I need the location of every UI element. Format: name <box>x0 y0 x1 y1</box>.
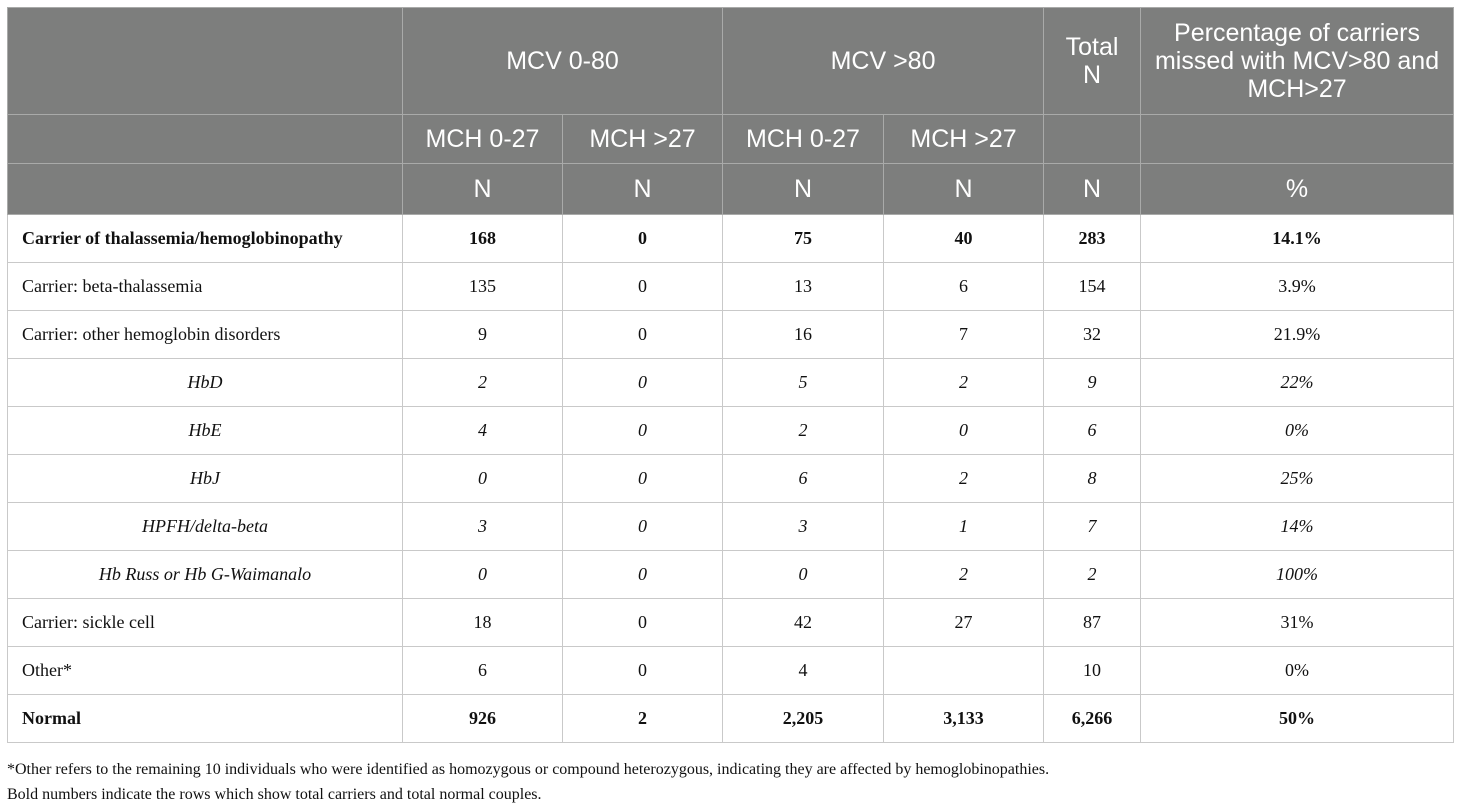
table-row <box>8 263 1454 311</box>
row-label: Other* <box>8 647 403 695</box>
table-cell: 3,133 <box>884 695 1044 743</box>
header-mcv-high: MCV >80 <box>723 8 1044 115</box>
table-cell: 0 <box>884 407 1044 455</box>
table-cell: 0 <box>563 359 723 407</box>
table-cell: 100% <box>1141 551 1454 599</box>
table-cell: 2 <box>563 695 723 743</box>
table-cell: 5 <box>723 359 884 407</box>
table-cell: 18 <box>403 599 563 647</box>
row-label: Normal <box>8 695 403 743</box>
table-cell: 22% <box>1141 359 1454 407</box>
table-cell: 50% <box>1141 695 1454 743</box>
header-mch-high-1: MCH >27 <box>563 115 723 164</box>
table-row <box>8 215 1454 263</box>
table-cell: 6 <box>884 263 1044 311</box>
table-cell: 0 <box>563 551 723 599</box>
table-cell: 8 <box>1044 455 1141 503</box>
header-unit-n-4: N <box>884 164 1044 215</box>
table-cell: 0 <box>563 311 723 359</box>
table-footnotes <box>7 757 1049 807</box>
row-label: Hb Russ or Hb G-Waimanalo <box>8 551 403 599</box>
header-unit-n-1: N <box>403 164 563 215</box>
row-label: HbE <box>8 407 403 455</box>
table-cell: 0 <box>563 263 723 311</box>
row-label: Carrier: beta-thalassemia <box>8 263 403 311</box>
table-cell: 2 <box>1044 551 1141 599</box>
footnote-other: *Other refers to the remaining 10 individuals who were identified as homozygous or compound heterozygous, indicating they are affected by hemoglobinopathies. <box>7 761 1050 778</box>
header-total <box>1044 8 1141 115</box>
table-cell: 154 <box>1044 263 1141 311</box>
table-cell: 4 <box>723 647 884 695</box>
table-cell: 10 <box>1044 647 1141 695</box>
table-cell: 0 <box>563 503 723 551</box>
table-row <box>8 359 1454 407</box>
table-cell: 75 <box>723 215 884 263</box>
header-blank-pct <box>1141 115 1454 164</box>
table-cell: 0% <box>1141 407 1454 455</box>
table-cell: 0 <box>723 551 884 599</box>
table-cell: 6 <box>1044 407 1141 455</box>
table-cell: 2 <box>884 551 1044 599</box>
row-label: HPFH/delta-beta <box>8 503 403 551</box>
table-cell: 13 <box>723 263 884 311</box>
table-cell: 4 <box>403 407 563 455</box>
header-blank-total <box>1044 115 1141 164</box>
table-cell: 926 <box>403 695 563 743</box>
header-corner-3 <box>8 164 403 215</box>
header-mch-high-2: MCH >27 <box>884 115 1044 164</box>
table-row <box>8 695 1454 743</box>
table-cell: 0 <box>403 455 563 503</box>
table-cell: 0 <box>563 455 723 503</box>
table-row <box>8 551 1454 599</box>
table-cell: 3.9% <box>1141 263 1454 311</box>
row-label: Carrier: other hemoglobin disorders <box>8 311 403 359</box>
carrier-mcv-mch-table <box>7 7 1454 743</box>
row-label: HbD <box>8 359 403 407</box>
table-cell: 168 <box>403 215 563 263</box>
table-cell: 2 <box>723 407 884 455</box>
header-mch-low-1: MCH 0-27 <box>403 115 563 164</box>
table-cell: 21.9% <box>1141 311 1454 359</box>
table-cell: 7 <box>884 311 1044 359</box>
table-cell: 6 <box>403 647 563 695</box>
table-cell: 2 <box>884 359 1044 407</box>
table-cell: 3 <box>403 503 563 551</box>
header-mcv-low: MCV 0-80 <box>403 8 723 115</box>
table-cell: 9 <box>1044 359 1141 407</box>
table-row <box>8 407 1454 455</box>
table-cell: 40 <box>884 215 1044 263</box>
table-cell: 0 <box>403 551 563 599</box>
header-unit-pct: % <box>1141 164 1454 215</box>
table-cell: 42 <box>723 599 884 647</box>
table-cell <box>884 647 1044 695</box>
header-unit-n-2: N <box>563 164 723 215</box>
table-cell: 1 <box>884 503 1044 551</box>
table-cell: 0 <box>563 407 723 455</box>
table-cell: 135 <box>403 263 563 311</box>
table-cell: 87 <box>1044 599 1141 647</box>
footnote-bold: Bold numbers indicate the rows which show total carriers and total normal couples. <box>7 786 542 803</box>
header-unit-n-3: N <box>723 164 884 215</box>
header-corner-2 <box>8 115 403 164</box>
table-row <box>8 311 1454 359</box>
header-total-text: Total N <box>1065 33 1119 89</box>
table-row <box>8 647 1454 695</box>
table-cell: 0% <box>1141 647 1454 695</box>
table-row <box>8 599 1454 647</box>
table-cell: 2,205 <box>723 695 884 743</box>
table-cell: 16 <box>723 311 884 359</box>
header-corner <box>8 8 403 115</box>
table-cell: 32 <box>1044 311 1141 359</box>
row-label: Carrier of thalassemia/hemoglobinopathy <box>8 215 403 263</box>
row-label: HbJ <box>8 455 403 503</box>
table-cell: 283 <box>1044 215 1141 263</box>
table-row <box>8 455 1454 503</box>
header-unit-n-5: N <box>1044 164 1141 215</box>
table-cell: 0 <box>563 599 723 647</box>
table-body <box>8 215 1454 743</box>
table-cell: 0 <box>563 647 723 695</box>
table-cell: 31% <box>1141 599 1454 647</box>
table-cell: 3 <box>723 503 884 551</box>
table-cell: 25% <box>1141 455 1454 503</box>
table-cell: 2 <box>884 455 1044 503</box>
table-cell: 14.1% <box>1141 215 1454 263</box>
table-cell: 9 <box>403 311 563 359</box>
table-cell: 6 <box>723 455 884 503</box>
header-percentage: Percentage of carriers missed with MCV>80 and MCH>27 <box>1141 8 1454 115</box>
table-cell: 14% <box>1141 503 1454 551</box>
table-header <box>8 8 1454 215</box>
table-cell: 0 <box>563 215 723 263</box>
table-row <box>8 503 1454 551</box>
data-table-container <box>7 7 1453 743</box>
table-cell: 6,266 <box>1044 695 1141 743</box>
table-cell: 2 <box>403 359 563 407</box>
header-mch-low-2: MCH 0-27 <box>723 115 884 164</box>
table-cell: 7 <box>1044 503 1141 551</box>
row-label: Carrier: sickle cell <box>8 599 403 647</box>
table-cell: 27 <box>884 599 1044 647</box>
